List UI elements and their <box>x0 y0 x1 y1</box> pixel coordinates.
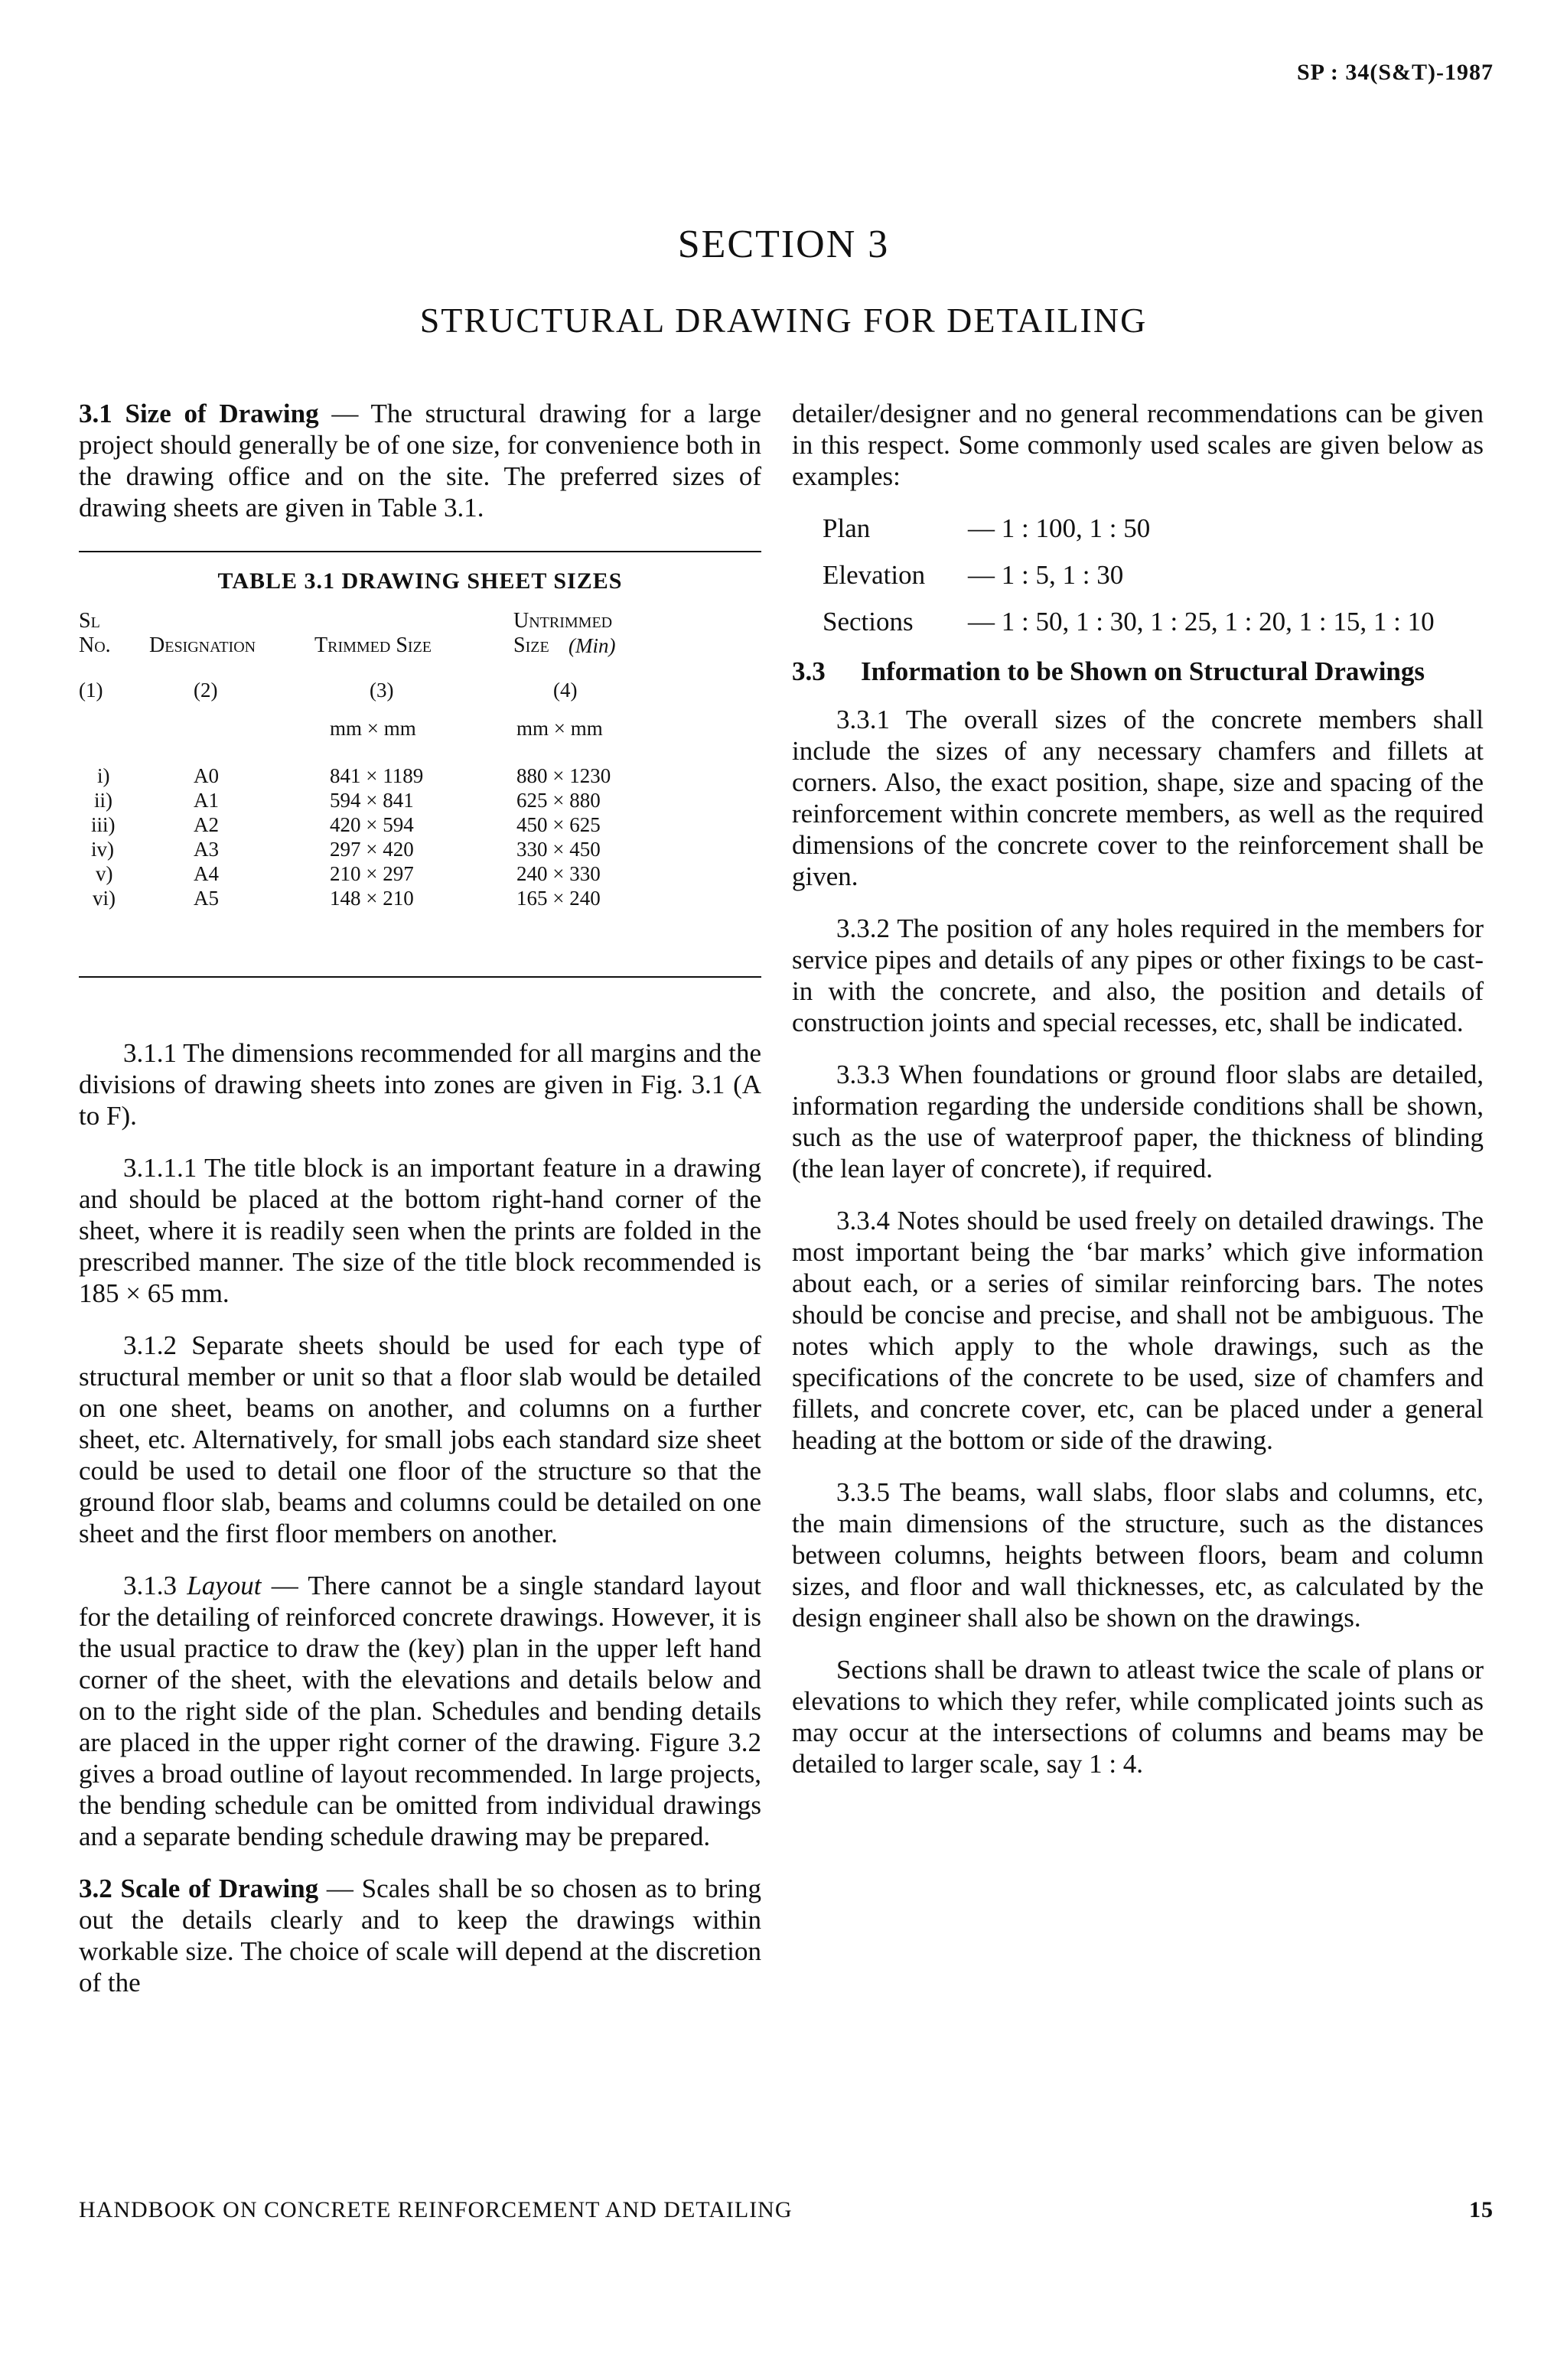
colnum-1: (1) <box>79 679 103 702</box>
th-min: (Min) <box>568 634 616 657</box>
table-3-1 <box>79 551 761 1007</box>
table-row: iv) A3 297 × 420 330 × 450 <box>91 838 601 861</box>
colnum-2: (2) <box>194 679 218 702</box>
para-3-3-3: 3.3.3 When foundations or ground floor slabs are detailed, information regarding the underside conditions shall be shown, such as the use of waterproof paper, the thickness of blinding (the lean layer of concrete), if required. <box>792 1060 1484 1183</box>
table-row: iii) A2 420 × 594 450 × 625 <box>91 813 601 836</box>
left-column <box>79 398 761 2019</box>
table-row: ii) A1 594 × 841 625 × 880 <box>94 789 601 812</box>
section-number: SECTION 3 <box>677 223 890 266</box>
th-untrimmed: Untrimmed <box>513 609 613 633</box>
para-3-3-5: 3.3.5 The beams, wall slabs, floor slabs and columns, etc, the main dimensions of the structure, such as the distances between columns, heights between floors, beam and column sizes, and floor and wall thicknesses, etc, as calculated by the design engineer shall also be shown on the drawings. <box>792 1477 1484 1633</box>
para-3-3-4: 3.3.4 Notes should be used freely on detailed drawings. The most important being the ‘bar marks’ which give information about each, or a series of similar reinforcing bars. The notes should be concise and precise, and shall not be ambiguous. The notes which apply to the whole drawings, such as the specifications of the concrete to be used, size of chamfers and fillets, and concrete cover, etc, can be placed under a general heading at the bottom or side of the drawing. <box>792 1206 1484 1455</box>
table-title: TABLE 3.1 DRAWING SHEET SIZES <box>217 568 623 594</box>
unit-trimmed: mm × mm <box>330 717 416 740</box>
table-bottom-rule <box>79 976 761 978</box>
para-3-1-1-1: 3.1.1.1 The title block is an important feature in a drawing and should be placed at the bottom right-hand corner of the sheet, where it is readily seen when the prints are folded in the prescribed manner. The size of the title block recommended is 185 × 65 mm. <box>79 1153 761 1308</box>
scale-row: Plan — 1 : 100, 1 : 50 <box>823 513 1151 543</box>
colnum-4: (4) <box>553 679 578 702</box>
th-trimmed: Trimmed Size <box>314 633 432 657</box>
para-3-1: 3.1 Size of Drawing — The structural drawing for a large project should generally be of one size, for convenience both in the drawing office and on the site. The preferred sizes of drawing sheets are given in Table 3.1. <box>79 399 761 523</box>
page-number: 15 <box>1469 2197 1494 2222</box>
table-row: vi) A5 148 × 210 165 × 240 <box>93 887 601 910</box>
para-3-3-2: 3.3.2 The position of any holes required in the members for service pipes and details of any pipes or other fixings to be cast-in with the concrete, and also, the position and details of construction joints and special recesses, etc, shall be indicated. <box>792 913 1484 1037</box>
para-3-3-1: 3.3.1 The overall sizes of the concrete members shall include the sizes of any necessary chamfers and fillets at corners. Also, the exact position, shape, size and spacing of the reinforcement within concrete members, as well as the required dimensions of the concrete cover to the reinforcement shall be given. <box>792 705 1484 891</box>
section-title: STRUCTURAL DRAWING FOR DETAILING <box>419 301 1148 340</box>
table-top-rule <box>79 551 761 552</box>
colnum-3: (3) <box>370 679 394 702</box>
th-no: No. <box>79 633 111 657</box>
page-header-code: SP : 34(S&T)-1987 <box>1297 60 1494 85</box>
right-column <box>792 398 1484 1800</box>
para-sections-scale: Sections shall be drawn to atleast twice the scale of plans or elevations to which they refer, while complicated joints such as may occur at the intersections of columns and beams may be detailed to larger scale, say 1 : 4. <box>792 1655 1484 1779</box>
para-3-1-2: 3.1.2 Separate sheets should be used for each type of structural member or unit so that a floor slab would be detailed on one sheet, beams on another, and columns on a further sheet, etc. Alternatively, for small jobs each standard size sheet could be used to detail one floor of the structure so that the ground floor slab, beams and columns could be detailed on one sheet and the first floor members on another. <box>79 1330 761 1548</box>
th-designation: Designation <box>149 633 256 657</box>
table-row: v) A4 210 × 297 240 × 330 <box>96 862 601 885</box>
footer-title: HANDBOOK ON CONCRETE REINFORCEMENT AND DETAILING <box>79 2197 793 2222</box>
heading-3-3: 3.3 Information to be Shown on Structural Drawings <box>792 656 1425 686</box>
th-sl: Sl <box>79 609 100 633</box>
para-3-2: 3.2 Scale of Drawing — Scales shall be so chosen as to bring out the details clearly and to keep the drawings within workable size. The choice of scale will depend at the discretion of the <box>79 1874 762 1997</box>
scale-examples <box>792 513 1484 637</box>
para-3-2-continued: detailer/designer and no general recommendations can be given in this respect. Some commonly used scales are given below as examples: <box>792 399 1484 491</box>
scale-row: Sections — 1 : 50, 1 : 30, 1 : 25, 1 : 20, 1 : 15, 1 : 10 <box>823 607 1435 637</box>
scale-row: Elevation — 1 : 5, 1 : 30 <box>823 560 1124 590</box>
table-row: i) A0 841 × 1189 880 × 1230 <box>97 764 611 787</box>
unit-untrimmed: mm × mm <box>516 717 603 740</box>
table-grid <box>79 609 761 1007</box>
para-3-1-1: 3.1.1 The dimensions recommended for all margins and the divisions of drawing sheets into zones are given in Fig. 3.1 (A to F). <box>79 1038 761 1131</box>
th-size: Size <box>513 633 549 657</box>
para-3-1-3: 3.1.3 Layout — There cannot be a single standard layout for the detailing of reinforced concrete drawings. However, it is the usual practice to draw the (key) plan in the upper left hand corner of the sheet, with the elevations and details below and on to the right side of the plan. Schedules and bending details are placed in the upper right corner of the drawing. Figure 3.2 gives a broad outline of layout recommended. In large projects, the bending schedule can be omitted from individual drawings and a separate bending schedule drawing may be prepared. <box>79 1571 762 1851</box>
